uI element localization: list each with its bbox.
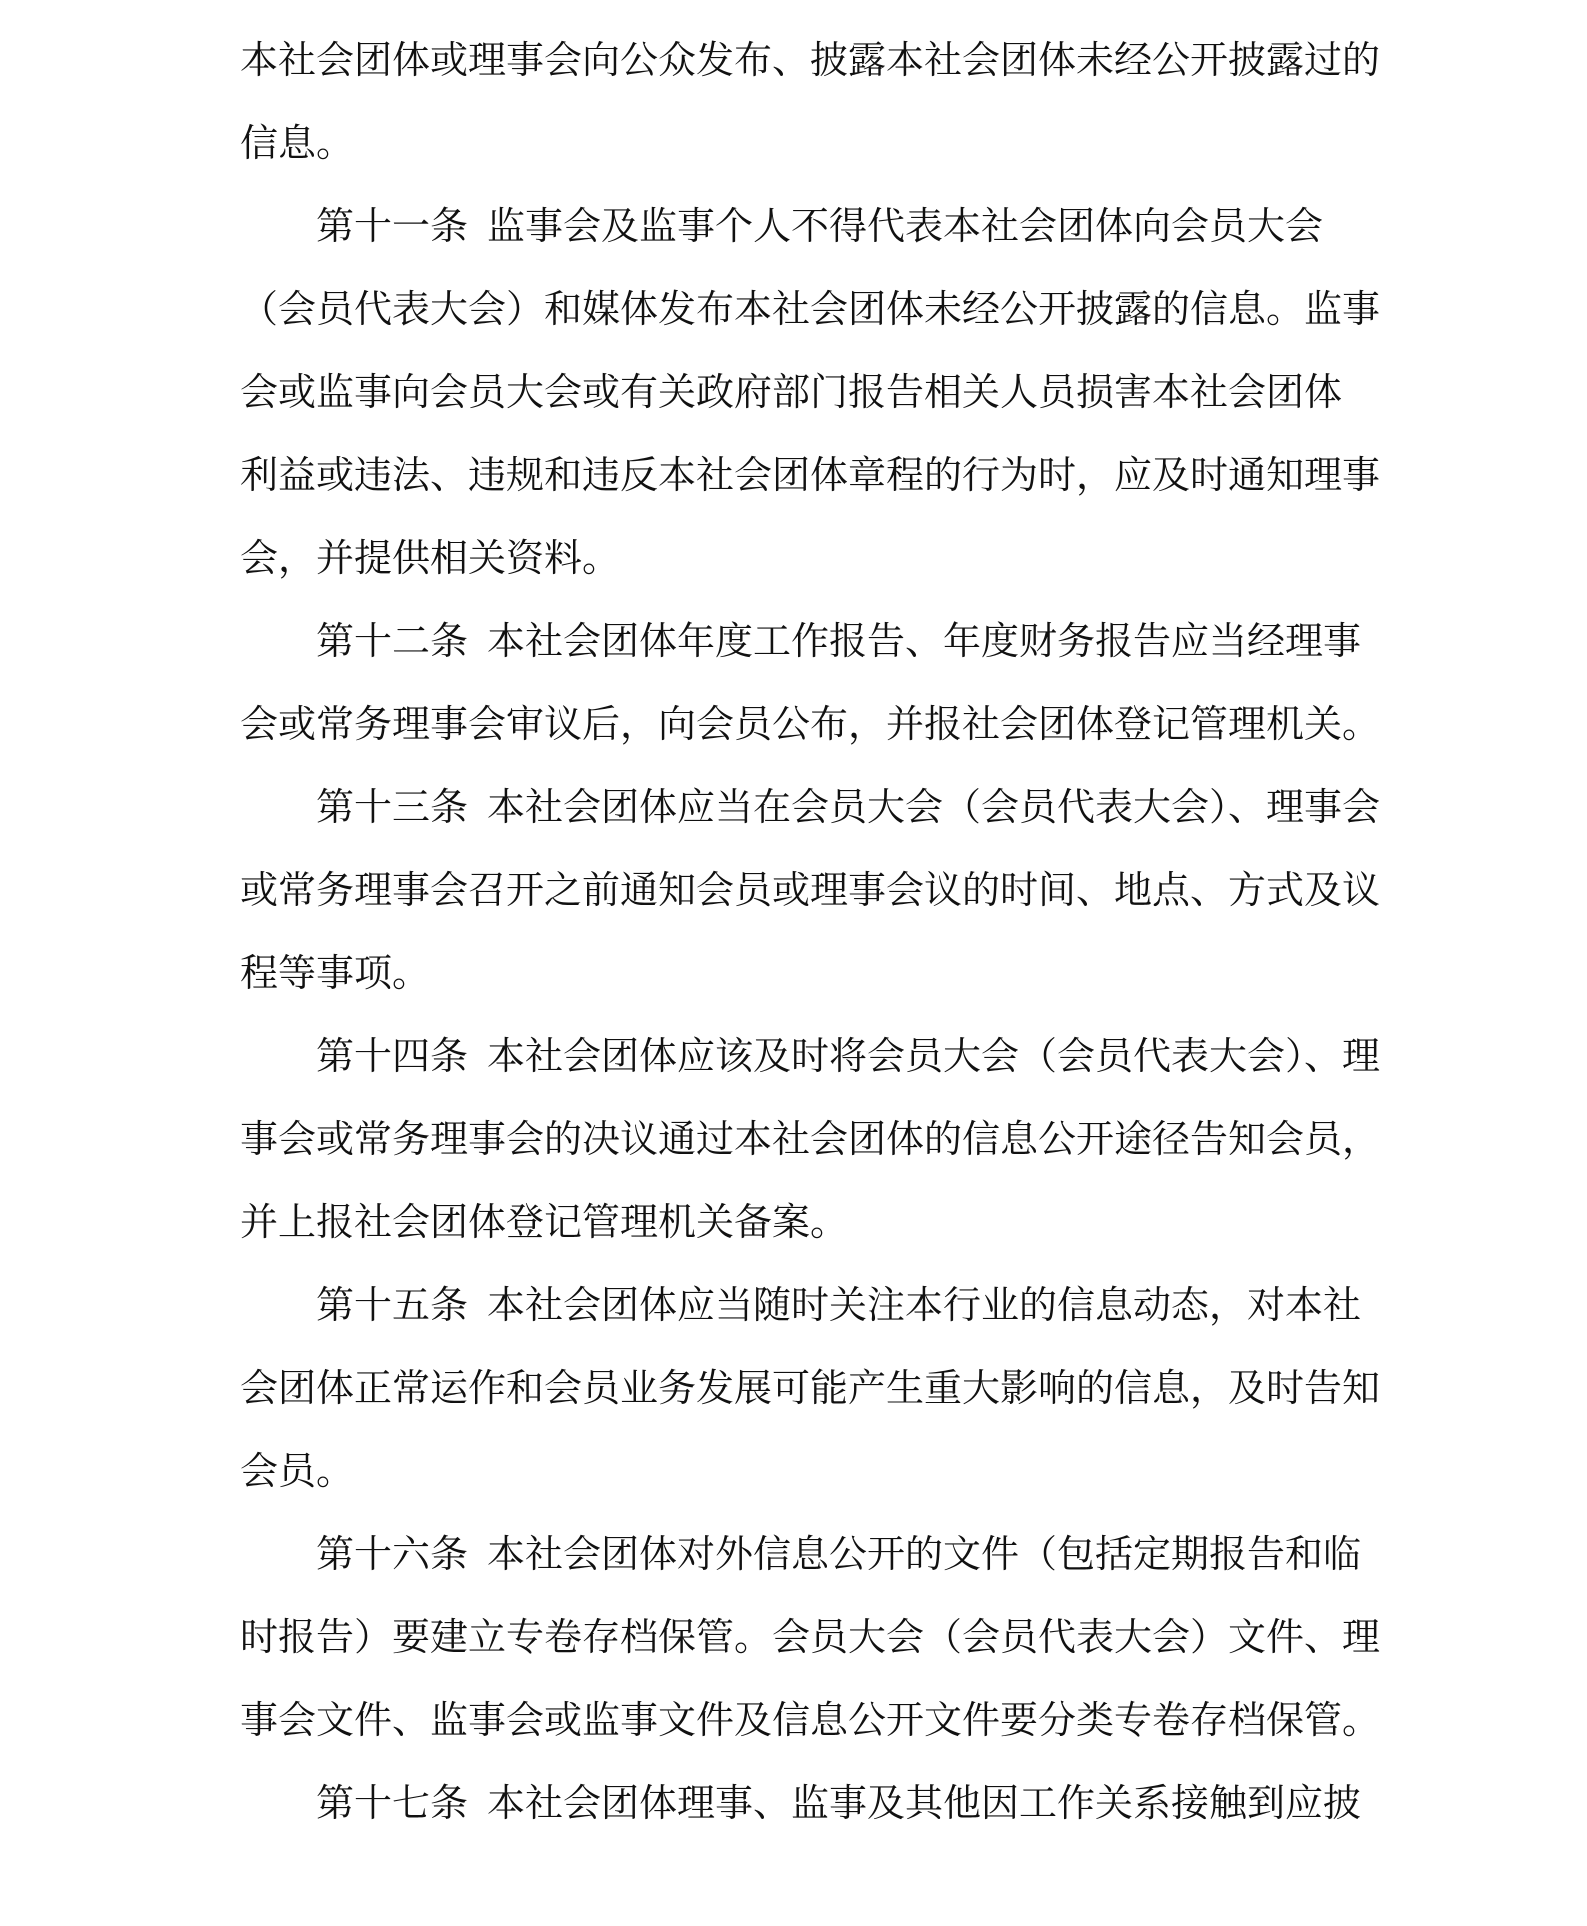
- text-line: 第十四条 本社会团体应该及时将会员大会（会员代表大会）、理: [316, 1036, 1381, 1078]
- text-line: 事会文件、监事会或监事文件及信息公开文件要分类专卷存档保管。: [240, 1700, 1381, 1742]
- text-line: 第十六条 本社会团体对外信息公开的文件（包括定期报告和临: [316, 1534, 1362, 1576]
- text-line: 或常务理事会召开之前通知会员或理事会议的时间、地点、方式及议: [240, 870, 1381, 912]
- text-line: 事会或常务理事会的决议通过本社会团体的信息公开途径告知会员，: [240, 1119, 1381, 1161]
- text-line: 会或常务理事会审议后，向会员公布，并报社会团体登记管理机关。: [240, 704, 1381, 746]
- text-line: 第十五条 本社会团体应当随时关注本行业的信息动态，对本社: [316, 1285, 1362, 1327]
- text-line: 第十一条 监事会及监事个人不得代表本社会团体向会员大会: [316, 206, 1324, 248]
- text-line: 并上报社会团体登记管理机关备案。: [240, 1202, 849, 1244]
- text-line: 程等事项。: [240, 953, 431, 995]
- text-line: 会或监事向会员大会或有关政府部门报告相关人员损害本社会团体: [240, 372, 1343, 414]
- text-line: 会团体正常运作和会员业务发展可能产生重大影响的信息，及时告知: [240, 1368, 1381, 1410]
- text-line: 第十二条 本社会团体年度工作报告、年度财务报告应当经理事: [316, 621, 1362, 663]
- text-line: 第十三条 本社会团体应当在会员大会（会员代表大会）、理事会: [316, 787, 1381, 829]
- text-line: 第十七条 本社会团体理事、监事及其他因工作关系接触到应披: [316, 1783, 1362, 1825]
- text-line: 会员。: [240, 1451, 355, 1493]
- text-line: 会，并提供相关资料。: [240, 538, 621, 580]
- document-text-block: [240, 20, 1387, 1846]
- text-line: 信息。: [240, 123, 355, 165]
- text-line: 本社会团体或理事会向公众发布、披露本社会团体未经公开披露过的: [240, 40, 1381, 82]
- text-line: 利益或违法、违规和违反本社会团体章程的行为时，应及时通知理事: [240, 455, 1381, 497]
- text-line: （会员代表大会）和媒体发布本社会团体未经公开披露的信息。监事: [240, 289, 1381, 331]
- text-line: 时报告）要建立专卷存档保管。会员大会（会员代表大会）文件、理: [240, 1617, 1381, 1659]
